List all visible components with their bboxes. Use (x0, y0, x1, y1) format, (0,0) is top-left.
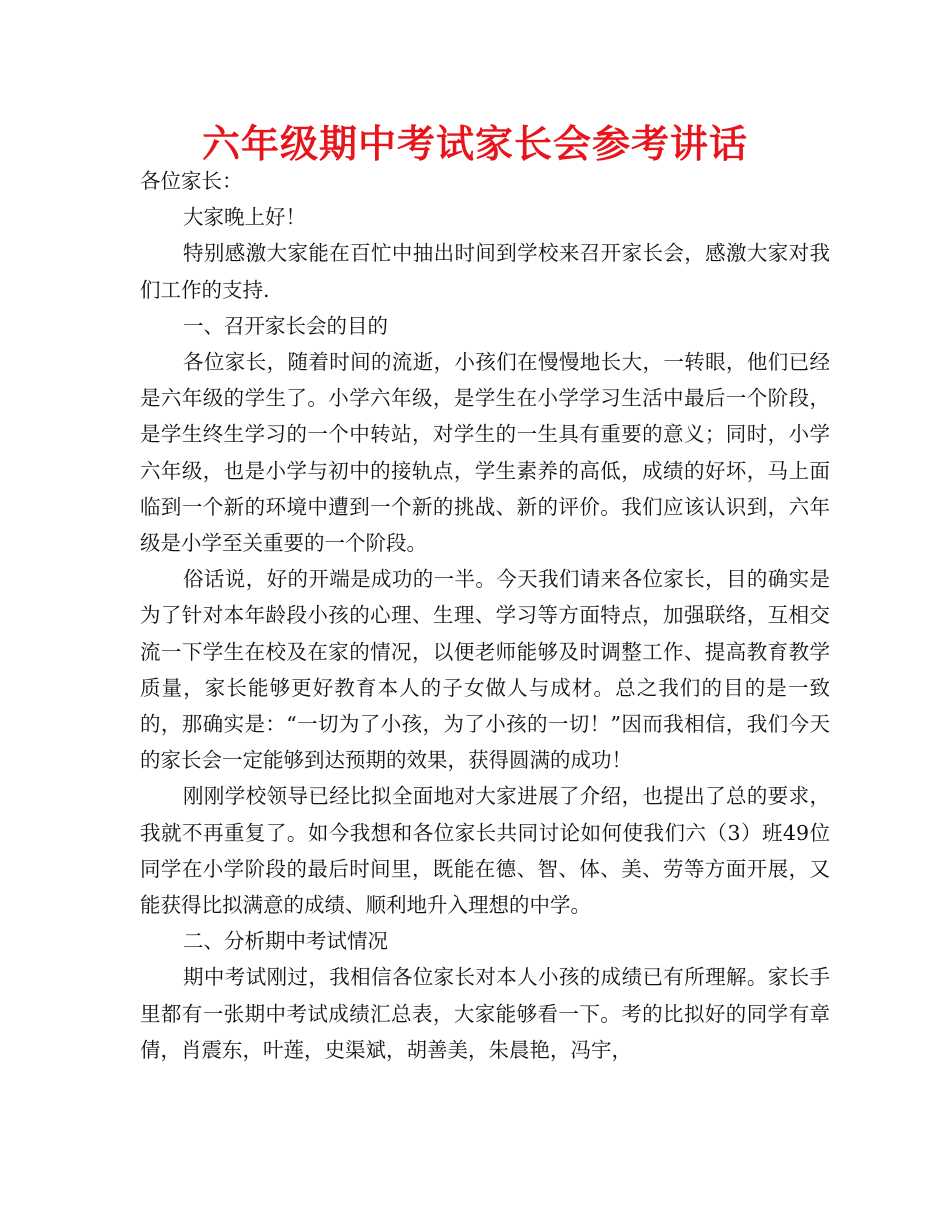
paragraph-thanks: 特别感激大家能在百忙中抽出时间到学校来召开家长会，感激大家对我们工作的支持. (140, 241, 830, 302)
section-heading-exam-analysis: 二、分析期中考试情况 (183, 929, 389, 954)
salutation: 各位家长： (140, 169, 243, 193)
section-heading-purpose: 一、召开家长会的目的 (183, 313, 389, 338)
paragraph-greeting: 大家晚上好！ (183, 205, 307, 230)
paragraph-exam-results: 期中考试刚过，我相信各位家长对本人小孩的成绩已有所理解。家长手里都有一张期中考试成绩汇总表，大家能够看一下。考的比拟好的同学有章倩，肖震东，叶莲，史渠斌，胡善美，朱晨艳，冯宇， (140, 965, 830, 1062)
paragraph-class-discussion: 刚刚学校领导已经比拟全面地对大家进展了介绍，也提出了总的要求，我就不再重复了。如今我想和各位家长共同讨论如何使我们六（3）班49位同学在小学阶段的最后时间里，既能在德、智、体、美、劳等方面开展，又能获得比拟满意的成绩、顺利地升入理想的中学。 (140, 784, 830, 918)
document-title: 六年级期中考试家长会参考讲话 (201, 121, 748, 166)
paragraph-sixth-grade-importance: 各位家长，随着时间的流逝，小孩们在慢慢地长大，一转眼，他们已经是六年级的学生了。小学六年级，是学生在小学学习生活中最后一个阶段，是学生终生学习的一个中转站，对学生的一生具有重要的意义；同时，小学六年级，也是小学与初中的接轨点，学生素养的高低，成绩的好坏，马上面临到一个新的环境中遭到一个新的挑战、新的评价。我们应该认识到，六年级是小学至关重要的一个阶段。 (140, 350, 830, 556)
paragraph-meeting-goal: 俗话说，好的开端是成功的一半。今天我们请来各位家长，目的确实是为了针对本年龄段小孩的心理、生理、学习等方面特点，加强联络，互相交流一下学生在校及在家的情况，以便老师能够及时调整工作、提高教育教学质量，家长能够更好教育本人的子女做人与成材。总之我们的目的是一致的，那确实是：“一切为了小孩，为了小孩的一切！”因而我相信，我们今天的家长会一定能够到达预期的效果，获得圆满的成功！ (140, 567, 830, 773)
document-body (140, 163, 830, 1068)
